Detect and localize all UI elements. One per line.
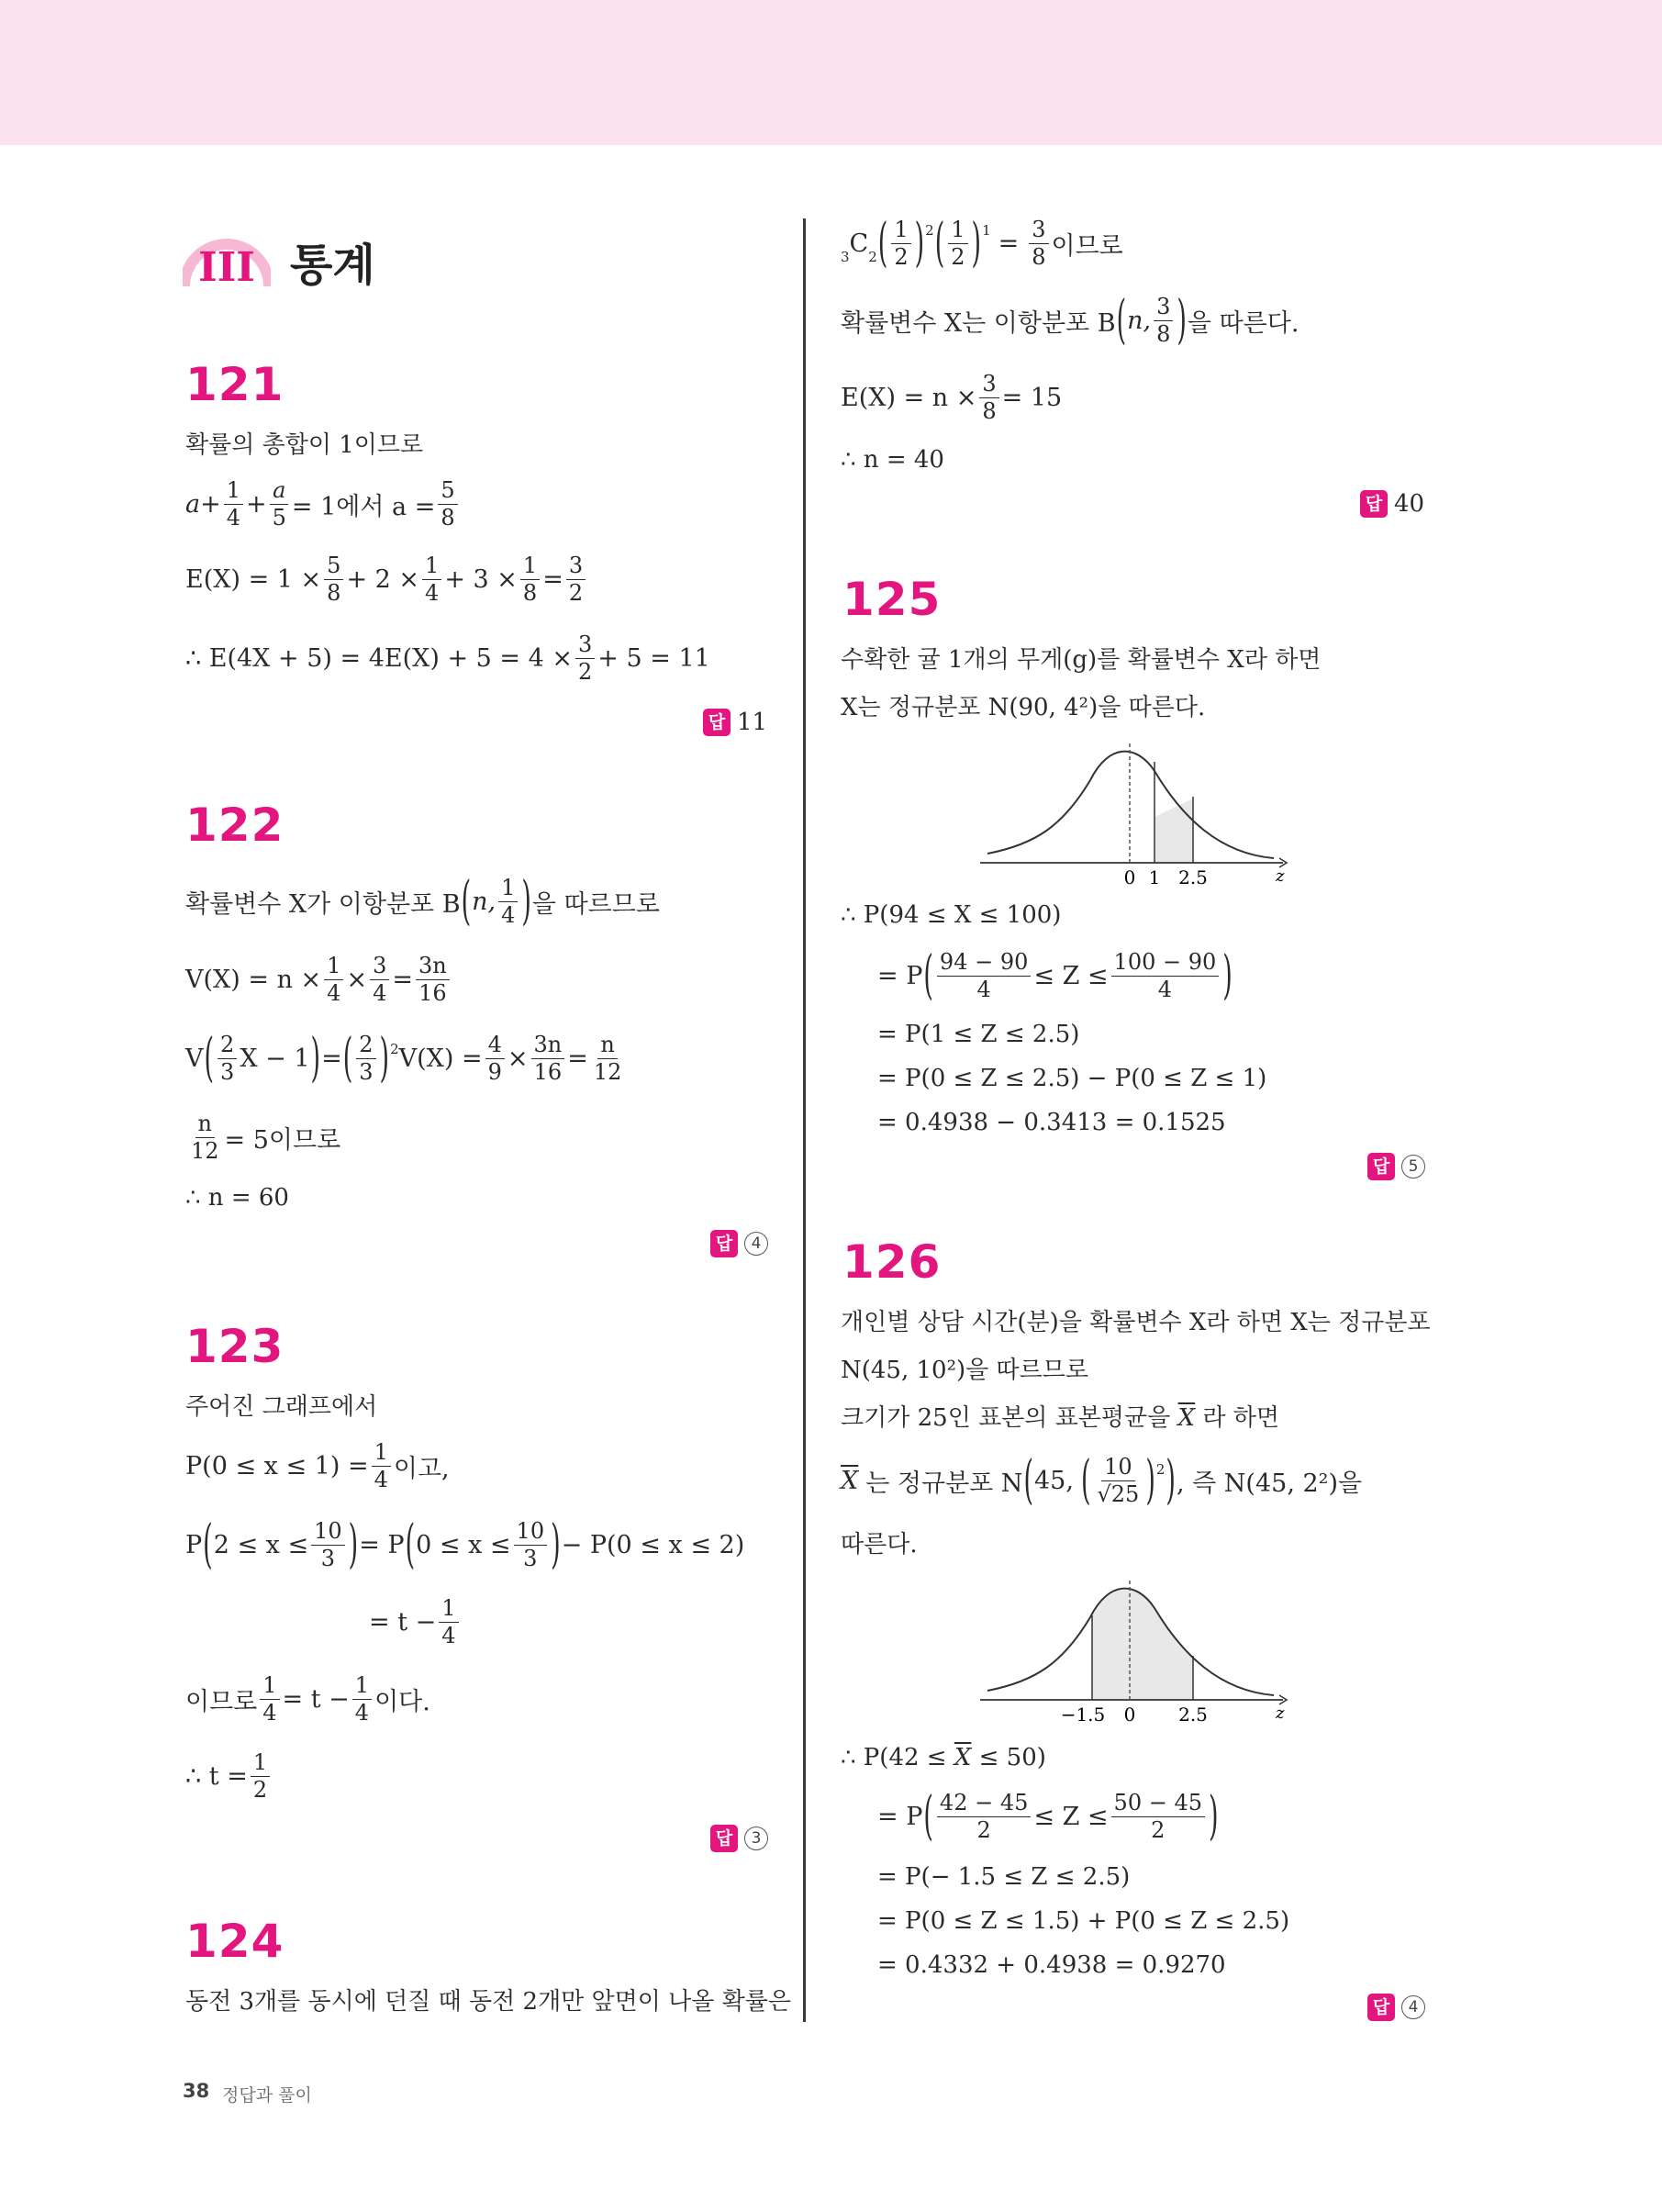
section-numeral: III xyxy=(198,244,255,286)
p122-line4: $\frac{n}{12}$ = 5이므로 xyxy=(191,1111,341,1165)
p125-tick-1: 1 xyxy=(1148,866,1161,888)
p121-line2: a + $\frac{1}{4}$ + $\frac{a}{5}$ = 1에서 a = $\frac{5}{8}$ xyxy=(185,479,461,530)
header-band xyxy=(0,0,1662,145)
p125-line6: = P(0 ≤ Z ≤ 2.5) − P(0 ≤ Z ≤ 1) xyxy=(877,1065,1267,1092)
p124-line1: 동전 3개를 동시에 던질 때 동전 2개만 앞면이 나올 확률은 xyxy=(185,1988,792,2016)
p121-line3: E(X) = 1 × $\frac{5}{8}$ + 2 × $\frac{1}{4}$ + 3 × $\frac{1}{8}$ = $\frac{3}{2}$ xyxy=(185,554,588,605)
p125-answer: 답 5 xyxy=(1367,1153,1425,1180)
p125-tick-0: 0 xyxy=(1123,866,1136,888)
p124-line5: ∴ n = 40 xyxy=(841,446,944,474)
p126-normal-graph xyxy=(980,1571,1292,1727)
p125-line3: ∴ P(94 ≤ X ≤ 100) xyxy=(841,901,1062,929)
p126-line2: N(45, 10²)을 따르므로 xyxy=(841,1357,1089,1384)
p126-line4: $\overline{X}$ 는 정규분포 N ( 45, ( 10 √25 ) $^2$ ) , 즉 N(45, 2²)을 xyxy=(841,1451,1363,1512)
problem-number-123: 123 xyxy=(185,1320,284,1373)
p122-line3: V ( 2 3 X − 1 ) = ( 2 3 ) $^2$ V(X) = $\frac{4}{9}$ × $\frac{3n}{16}$ = $\frac{n}{12}$ xyxy=(185,1029,622,1089)
p125-tick-2: 2.5 xyxy=(1178,866,1208,888)
p123-line5: 이므로 $\frac{1}{4}$ = t − $\frac{1}{4}$ 이다. xyxy=(185,1672,430,1726)
p124-line2: 3 C $_2$ ( 1 2 ) $^2$ ( 1 2 ) $^1$ = $\frac{3}{8}$ 이므로 xyxy=(841,214,1123,274)
p126-axis-label: z xyxy=(1276,1704,1285,1723)
p125-axis-label: z xyxy=(1276,866,1285,886)
p123-line2: P(0 ≤ x ≤ 1) = $\frac{1}{4}$ 이고, xyxy=(185,1439,450,1493)
p121-answer: 답 11 xyxy=(703,709,767,736)
p126-line6: ∴ $P(42 \le \overline{X} \le 50)$ xyxy=(841,1744,1046,1771)
problem-number-124: 124 xyxy=(185,1915,284,1968)
p125-line2: X는 정규분포 N(90, 4²)을 따른다. xyxy=(841,694,1206,721)
p121-line4: ∴ E(4X + 5) = 4E(X) + 5 = 4 × $\frac{3}{2}$ + 5 = 11 xyxy=(185,631,710,686)
p126-tick-1: 0 xyxy=(1123,1704,1136,1726)
p123-answer: 답 3 xyxy=(710,1825,768,1852)
p126-line5: 따른다. xyxy=(841,1531,918,1558)
p126-line8: = P(− 1.5 ≤ Z ≤ 2.5) xyxy=(877,1863,1131,1891)
p122-line5: ∴ n = 60 xyxy=(185,1184,289,1212)
problem-number-121: 121 xyxy=(185,358,284,411)
footer-label: 정답과 풀이 xyxy=(222,2085,312,2106)
p122-line2: V(X) = n × $\frac{1}{4}$ × $\frac{3}{4}$ = $\frac{3n}{16}$ xyxy=(185,955,452,1005)
column-divider xyxy=(803,218,806,2022)
section-title: 통계 xyxy=(290,240,375,291)
p126-tick-2: 2.5 xyxy=(1178,1704,1208,1726)
p123-line3: P ( 2 ≤ x ≤ $\frac{10}{3}$ ) = P ( 0 ≤ x ≤ $\frac{10}{3}$ ) − P(0 ≤ x ≤ 2) xyxy=(185,1515,745,1576)
p123-line4: = t − $\frac{1}{4}$ xyxy=(369,1597,462,1648)
problem-number-126: 126 xyxy=(842,1235,942,1289)
p125-line5: = P(1 ≤ Z ≤ 2.5) xyxy=(877,1021,1080,1048)
p126-line9: = P(0 ≤ Z ≤ 1.5) + P(0 ≤ Z ≤ 2.5) xyxy=(877,1907,1290,1935)
p126-answer: 답 4 xyxy=(1367,1994,1425,2021)
section-badge xyxy=(183,213,271,286)
p126-line7: = P ( $\frac{42 - 45}{2}$ ≤ Z ≤ $\frac{50 - 45}{2}$ ) xyxy=(877,1787,1219,1848)
problem-number-125: 125 xyxy=(842,573,942,626)
p125-line7: = 0.4938 − 0.3413 = 0.1525 xyxy=(877,1109,1226,1136)
p123-line6: ∴ t = $\frac{1}{2}$ xyxy=(185,1751,273,1802)
p126-line1: 개인별 상담 시간(분)을 확률변수 X라 하면 X는 정규분포 xyxy=(841,1309,1431,1336)
p122-answer: 답 4 xyxy=(710,1230,768,1257)
p124-answer: 답 40 xyxy=(1360,490,1424,518)
p124-line4: E(X) = n × $\frac{3}{8}$ = 15 xyxy=(841,371,1063,425)
p125-line4: = P ( $\frac{94 - 90}{4}$ ≤ Z ≤ $\frac{100 - 90}{4}$ ) xyxy=(877,946,1233,1007)
page-number: 38 xyxy=(183,2080,210,2102)
p123-line1: 주어진 그래프에서 xyxy=(185,1393,378,1421)
p126-tick-0: −1.5 xyxy=(1060,1704,1106,1726)
problem-number-122: 122 xyxy=(185,799,284,852)
p125-line1: 수확한 귤 1개의 무게(g)를 확률변수 X라 하면 xyxy=(841,646,1322,674)
p125-normal-graph xyxy=(980,734,1292,890)
p121-line1: 확률의 총합이 1이므로 xyxy=(185,431,424,459)
p126-line10: = 0.4332 + 0.4938 = 0.9270 xyxy=(877,1951,1226,1979)
p124-line3: 확률변수 X는 이항분포 B ( n, 3 8 ) 을 따른다. xyxy=(841,291,1299,352)
p126-line3: 크기가 25인 표본의 표본평균을 $\overline{X}$ 라 하면 xyxy=(841,1404,1279,1432)
p122-line1: 확률변수 X가 이항분포 B ( n, 1 4 ) 을 따르므로 xyxy=(185,872,660,933)
